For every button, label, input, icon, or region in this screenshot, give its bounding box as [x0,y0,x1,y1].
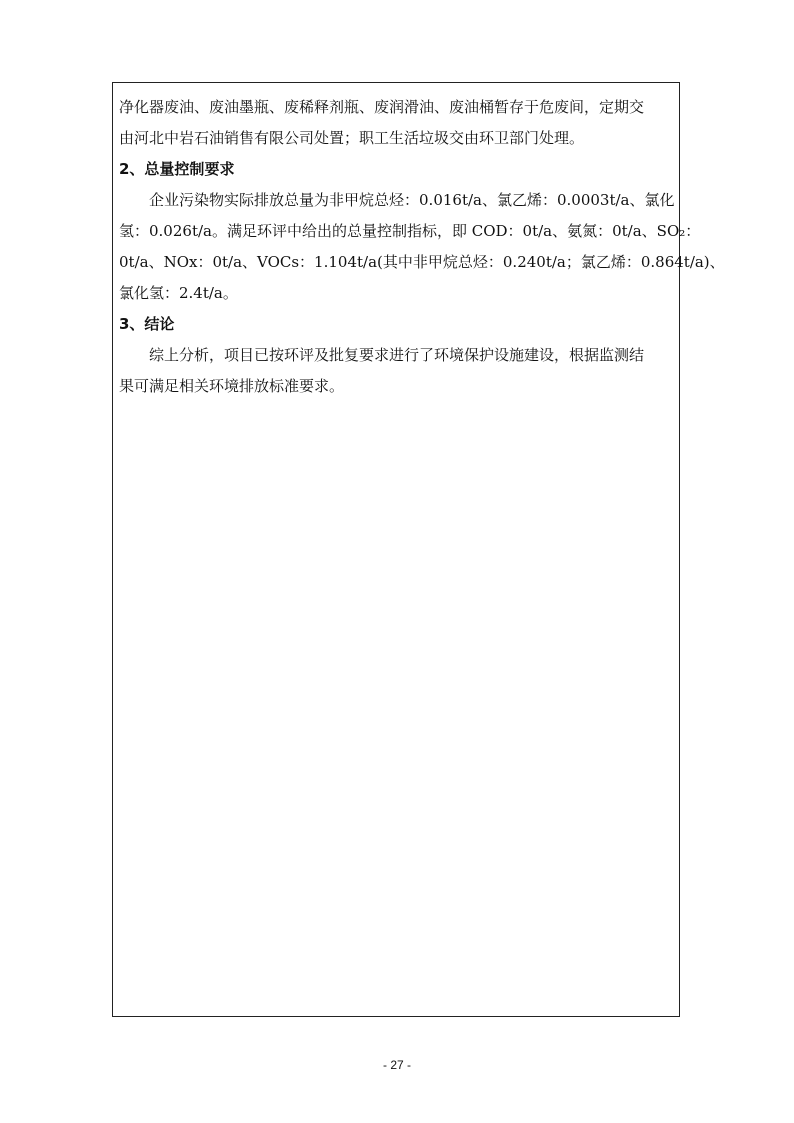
paragraph-line: 0t/a、NOx：0t/a、VOCs：1.104t/a(其中非甲烷总烃：0.240t/a；氯乙烯：0.864t/a)、 [119,253,725,271]
paragraph-line: 企业污染物实际排放总量为非甲烷总烃：0.016t/a、氯乙烯：0.0003t/a、氯化 [149,191,675,209]
section-heading-conclusion: 3、结论 [119,315,175,333]
paragraph-line: 由河北中岩石油销售有限公司处置；职工生活垃圾交由环卫部门处理。 [119,129,585,147]
paragraph-line: 综上分析，项目已按环评及批复要求进行了环境保护设施建设，根据监测结 [149,346,645,364]
paragraph-line: 果可满足相关环境排放标准要求。 [119,377,345,395]
paragraph-line: 氢：0.026t/a。满足环评中给出的总量控制指标，即 COD：0t/a、氨氮：0t/a、SO₂： [119,222,701,240]
paragraph-line: 净化器废油、废油墨瓶、废稀释剂瓶、废润滑油、废油桶暂存于危废间，定期交 [119,98,645,116]
paragraph-line: 氯化氢：2.4t/a。 [119,284,238,302]
section-heading-total-control: 2、总量控制要求 [119,160,235,178]
page-number: - 27 - [382,1058,411,1072]
document-body [119,92,725,402]
